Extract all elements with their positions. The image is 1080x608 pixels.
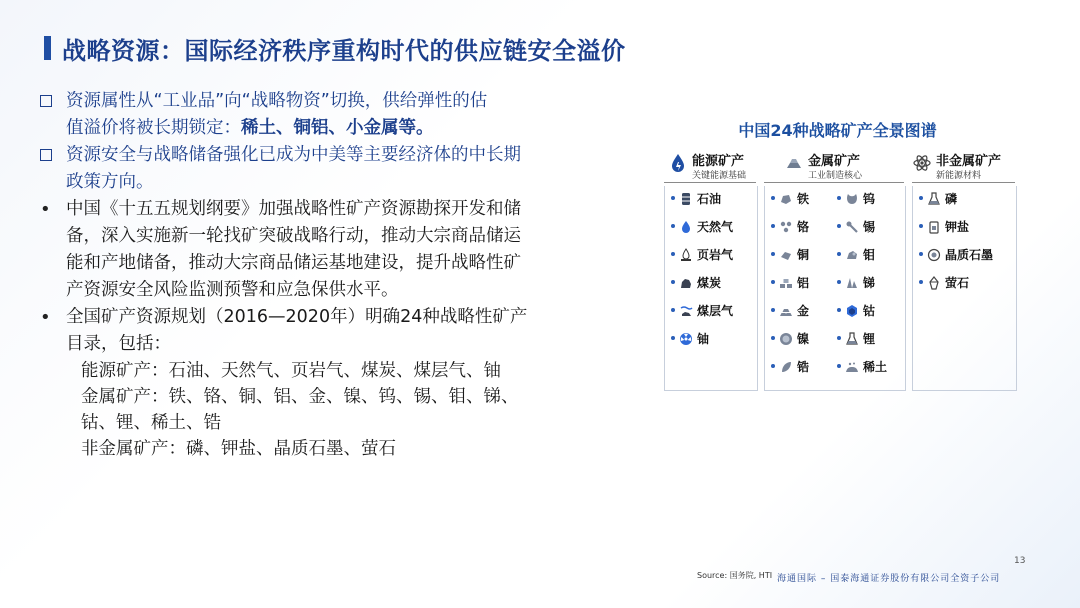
graphite-icon — [927, 248, 941, 262]
metal-column-title: 金属矿产 — [808, 154, 861, 169]
mineral-label: 铀 — [697, 332, 710, 346]
mineral-label: 锂 — [863, 332, 876, 346]
checkbox-square-icon — [40, 95, 52, 107]
gas-flame-icon — [679, 220, 693, 234]
mineral-label: 锆 — [797, 360, 810, 374]
nonmetal-column-header — [912, 150, 1012, 182]
sub-item-metal: 金属矿产：铁、铬、铜、铝、金、镍、钨、锡、钼、锑、 — [81, 387, 519, 407]
title-accent-bar — [44, 36, 51, 60]
bullet-dot-icon — [919, 280, 923, 284]
nonmetal-column-title: 非金属矿产 — [936, 154, 1002, 169]
bullet-text-part: 值溢价将被长期锁定： — [66, 118, 241, 138]
mineral-label: 天然气 — [697, 220, 734, 234]
mineral-label: 镍 — [797, 332, 810, 346]
bullet-text: 能和产地储备，推动大宗商品储运基地建设，提升战略性矿 — [66, 253, 521, 273]
mineral-label: 煤层气 — [697, 304, 734, 318]
bullet-item — [38, 196, 573, 304]
bullet-dot-icon — [919, 224, 923, 228]
sub-item-metal-cont: 钴、锂、稀土、锆 — [81, 413, 221, 433]
bullet-text: 目录，包括： — [66, 334, 171, 354]
radiation-icon — [679, 332, 693, 346]
bullet-dot-icon — [771, 280, 775, 284]
nickel-coin-icon — [779, 332, 793, 346]
energy-column-box — [664, 186, 758, 391]
metal-column-box — [764, 186, 906, 391]
mineral-label: 钾盐 — [945, 220, 970, 234]
bullet-dot-icon — [837, 252, 841, 256]
coal-icon — [679, 276, 693, 290]
metal-column-subtitle: 工业制造核心 — [808, 171, 863, 181]
aluminum-ingots-icon — [779, 276, 793, 290]
bullet-text: 中国《十五五规划纲要》加强战略性矿产资源勘探开发和储 — [66, 199, 521, 219]
metal-ingot-icon — [784, 153, 804, 173]
source-note: Source: 国务院, HTI — [697, 571, 773, 580]
header-divider — [912, 182, 1015, 183]
cobalt-icon — [845, 304, 859, 318]
atom-icon — [912, 153, 932, 173]
bullet-dot-icon — [671, 196, 675, 200]
mineral-label: 钼 — [863, 248, 876, 262]
rare-earth-icon — [845, 360, 859, 374]
molybdenum-icon — [845, 248, 859, 262]
iron-ore-icon — [779, 192, 793, 206]
antimony-icon — [845, 276, 859, 290]
bullet-list — [38, 88, 573, 462]
bullet-text: 产资源安全风险监测预警和应急保供水平。 — [66, 280, 399, 300]
mineral-label: 锑 — [863, 276, 876, 290]
nonmetal-column-subtitle: 新能源材料 — [936, 171, 982, 181]
bullet-dot-icon — [837, 364, 841, 368]
page-title: 战略资源：国际经济秩序重构时代的供应链安全溢价 — [62, 37, 626, 65]
shale-gas-icon — [679, 248, 693, 262]
metal-column-header — [784, 150, 894, 182]
bullet-dot-icon — [771, 336, 775, 340]
bullet-dot-icon — [919, 252, 923, 256]
mineral-label: 铁 — [797, 192, 810, 206]
header-divider — [664, 182, 756, 183]
mineral-label: 萤石 — [945, 276, 970, 290]
infographic-title: 中国24种战略矿产全景图谱 — [738, 121, 937, 140]
page-number: 13 — [1014, 556, 1026, 566]
tungsten-icon — [845, 192, 859, 206]
bullet-item — [38, 88, 573, 142]
phosphorus-flask-icon — [927, 192, 941, 206]
bullet-dot-icon — [771, 252, 775, 256]
mineral-label: 晶质石墨 — [945, 248, 994, 262]
bullet-dot-icon — [771, 364, 775, 368]
bullet-dot-icon — [837, 224, 841, 228]
bullet-dot-icon — [919, 196, 923, 200]
sub-item-nonmetal: 非金属矿产：磷、钾盐、晶质石墨、萤石 — [81, 439, 396, 459]
chromium-icon — [779, 220, 793, 234]
lithium-flask-icon — [845, 332, 859, 346]
mineral-label: 石油 — [697, 192, 722, 206]
bullet-dot-icon — [837, 336, 841, 340]
minerals-infographic — [660, 118, 1015, 390]
bullet-text — [66, 115, 573, 142]
nonmetal-column-box — [912, 186, 1017, 391]
oil-barrel-icon — [679, 192, 693, 206]
tin-icon — [845, 220, 859, 234]
mineral-label: 钨 — [863, 192, 876, 206]
mineral-label: 稀土 — [863, 360, 888, 374]
bullet-item — [38, 304, 573, 358]
company-footer: 海通国际 – 国泰海通证券股份有限公司全资子公司 — [777, 574, 1001, 584]
gold-bars-icon — [779, 304, 793, 318]
bullet-dot-icon — [671, 336, 675, 340]
flame-drop-icon — [668, 153, 688, 173]
checkbox-square-icon — [40, 149, 52, 161]
bullet-dot-icon — [771, 308, 775, 312]
bullet-item — [38, 142, 573, 196]
bullet-text: 政策方向。 — [66, 172, 154, 192]
mineral-label: 煤炭 — [697, 276, 722, 290]
bullet-dot-icon — [671, 224, 675, 228]
energy-column-header — [668, 150, 758, 182]
header-divider — [764, 182, 904, 183]
mineral-label: 磷 — [945, 192, 958, 206]
bullet-dot-icon — [771, 224, 775, 228]
sub-item-energy: 能源矿产：石油、天然气、页岩气、煤炭、煤层气、铀 — [81, 361, 501, 381]
mineral-label: 铬 — [797, 220, 810, 234]
coalbed-gas-icon — [679, 304, 693, 318]
mineral-label: 金 — [797, 304, 810, 318]
bullet-text: 全国矿产资源规划（2016—2020年）明确24种战略性矿产 — [66, 307, 528, 327]
bullet-text: 备，深入实施新一轮找矿突破战略行动，推动大宗商品储运 — [66, 226, 521, 246]
bullet-dot-icon — [40, 196, 62, 224]
bullet-dot-icon — [40, 304, 62, 332]
bullet-dot-icon — [671, 308, 675, 312]
energy-column-subtitle: 关键能源基础 — [692, 171, 747, 181]
bullet-text: 资源属性从“工业品”向“战略物资”切换，供给弹性的估 — [66, 91, 488, 111]
energy-column-title: 能源矿产 — [692, 154, 745, 169]
mineral-label: 铜 — [797, 248, 810, 262]
bullet-dot-icon — [671, 280, 675, 284]
bullet-dot-icon — [837, 280, 841, 284]
bullet-dot-icon — [671, 252, 675, 256]
bullet-dot-icon — [771, 196, 775, 200]
copper-icon — [779, 248, 793, 262]
bullet-dot-icon — [837, 308, 841, 312]
bullet-text: 资源安全与战略储备强化已成为中美等主要经济体的中长期 — [66, 145, 521, 165]
mineral-label: 钴 — [863, 304, 876, 318]
highlight-text: 稀土、铜铝、小金属等。 — [241, 118, 434, 138]
zirconium-icon — [779, 360, 793, 374]
fluorite-crystal-icon — [927, 276, 941, 290]
bullet-dot-icon — [837, 196, 841, 200]
mineral-label: 铝 — [797, 276, 810, 290]
potash-jar-icon — [927, 220, 941, 234]
mineral-label: 页岩气 — [697, 248, 734, 262]
mineral-label: 锡 — [863, 220, 876, 234]
